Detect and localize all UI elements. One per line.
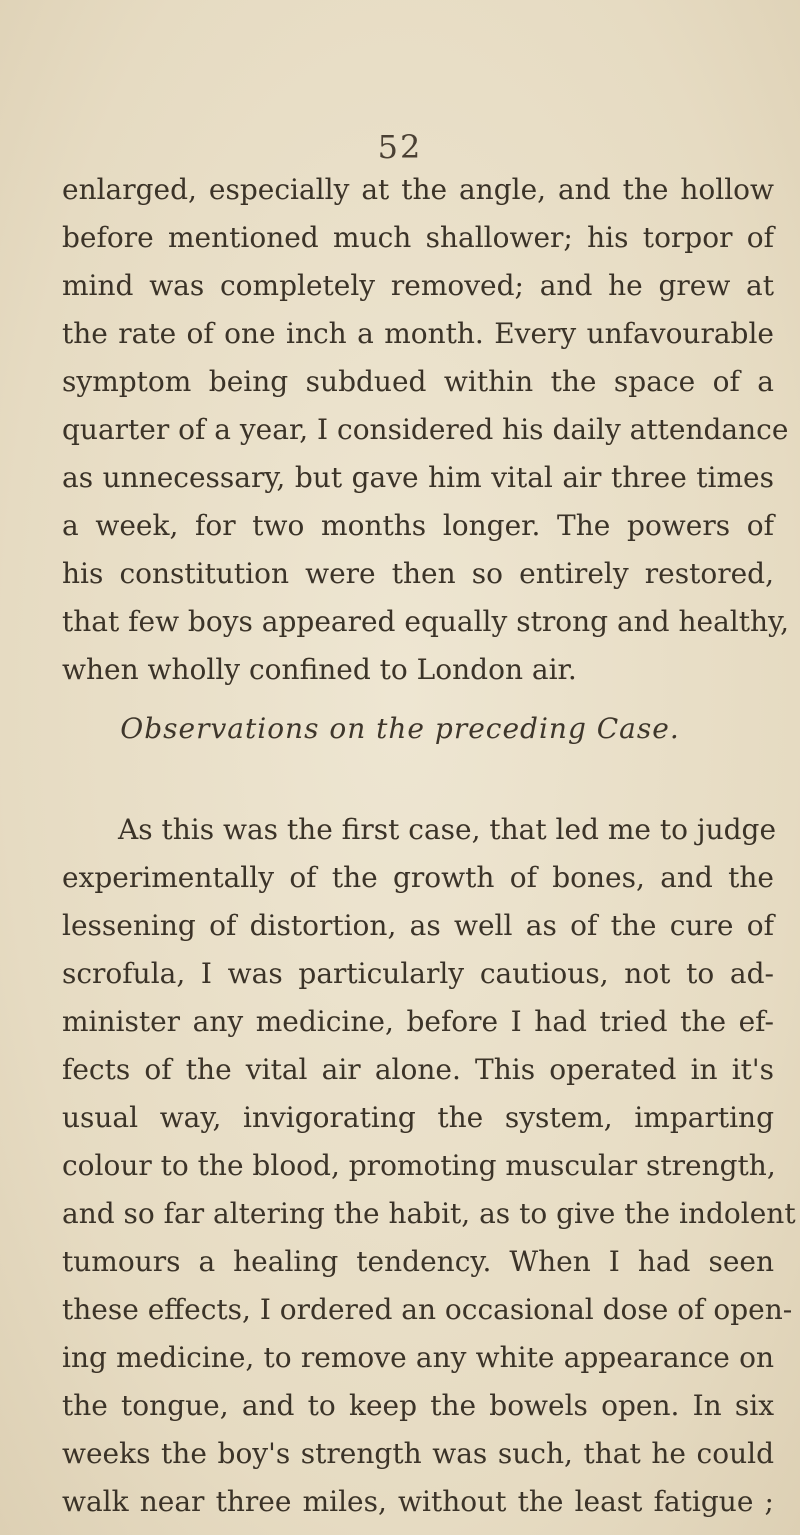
text-line: symptom being subdued within the space of a [62, 365, 774, 398]
text-line: tumours a healing tendency. When I had seen [62, 1245, 774, 1278]
text-line: enlarged, especially at the angle, and the hollow [62, 173, 774, 206]
text-line: As this was the first case, that led me to judge [118, 813, 777, 846]
text-line: scrofula, I was particularly cautious, not to ad- [62, 957, 774, 990]
text-line: as unnecessary, but gave him vital air three times [62, 461, 774, 494]
text-line: mind was completely removed; and he grew at [62, 269, 774, 302]
text-line: before mentioned much shallower; his torpor of [62, 221, 774, 254]
text-line: ing medicine, to remove any white appearance on [62, 1341, 774, 1374]
text-line: lessening of distortion, as well as of the cure of [62, 909, 774, 942]
text-line: usual way, invigorating the system, imparting [62, 1101, 774, 1134]
text-line: fects of the vital air alone. This operated in it's [62, 1053, 774, 1086]
text-line: the rate of one inch a month. Every unfavourable [62, 317, 774, 350]
text-line: quarter of a year, I considered his daily attendance [62, 413, 789, 446]
text-line: these effects, I ordered an occasional dose of open- [62, 1293, 793, 1326]
text-line: and so far altering the habit, as to give the indolent [62, 1197, 796, 1230]
text-line: colour to the blood, promoting muscular strength, [62, 1149, 776, 1182]
paragraph-case-outcome [62, 166, 790, 694]
text-line: the tongue, and to keep the bowels open. In six [62, 1389, 774, 1422]
page-number: 52 [377, 128, 423, 166]
text-line: his constitution were then so entirely restored, [62, 557, 774, 590]
text-line: when wholly confined to London air. [62, 653, 577, 686]
section-heading: Observations on the preceding Case. [120, 712, 680, 745]
text-line: weeks the boy's strength was such, that he could [62, 1437, 774, 1470]
text-line: experimentally of the growth of bones, and the [62, 861, 774, 894]
text-line: walk near three miles, without the least fatigue ; [62, 1485, 774, 1518]
text-line: a week, for two months longer. The powers of [62, 509, 774, 542]
text-line: minister any medicine, before I had tried the ef- [62, 1005, 774, 1038]
text-line: that few boys appeared equally strong and healthy, [62, 605, 790, 638]
paragraph-observations [62, 806, 796, 1526]
